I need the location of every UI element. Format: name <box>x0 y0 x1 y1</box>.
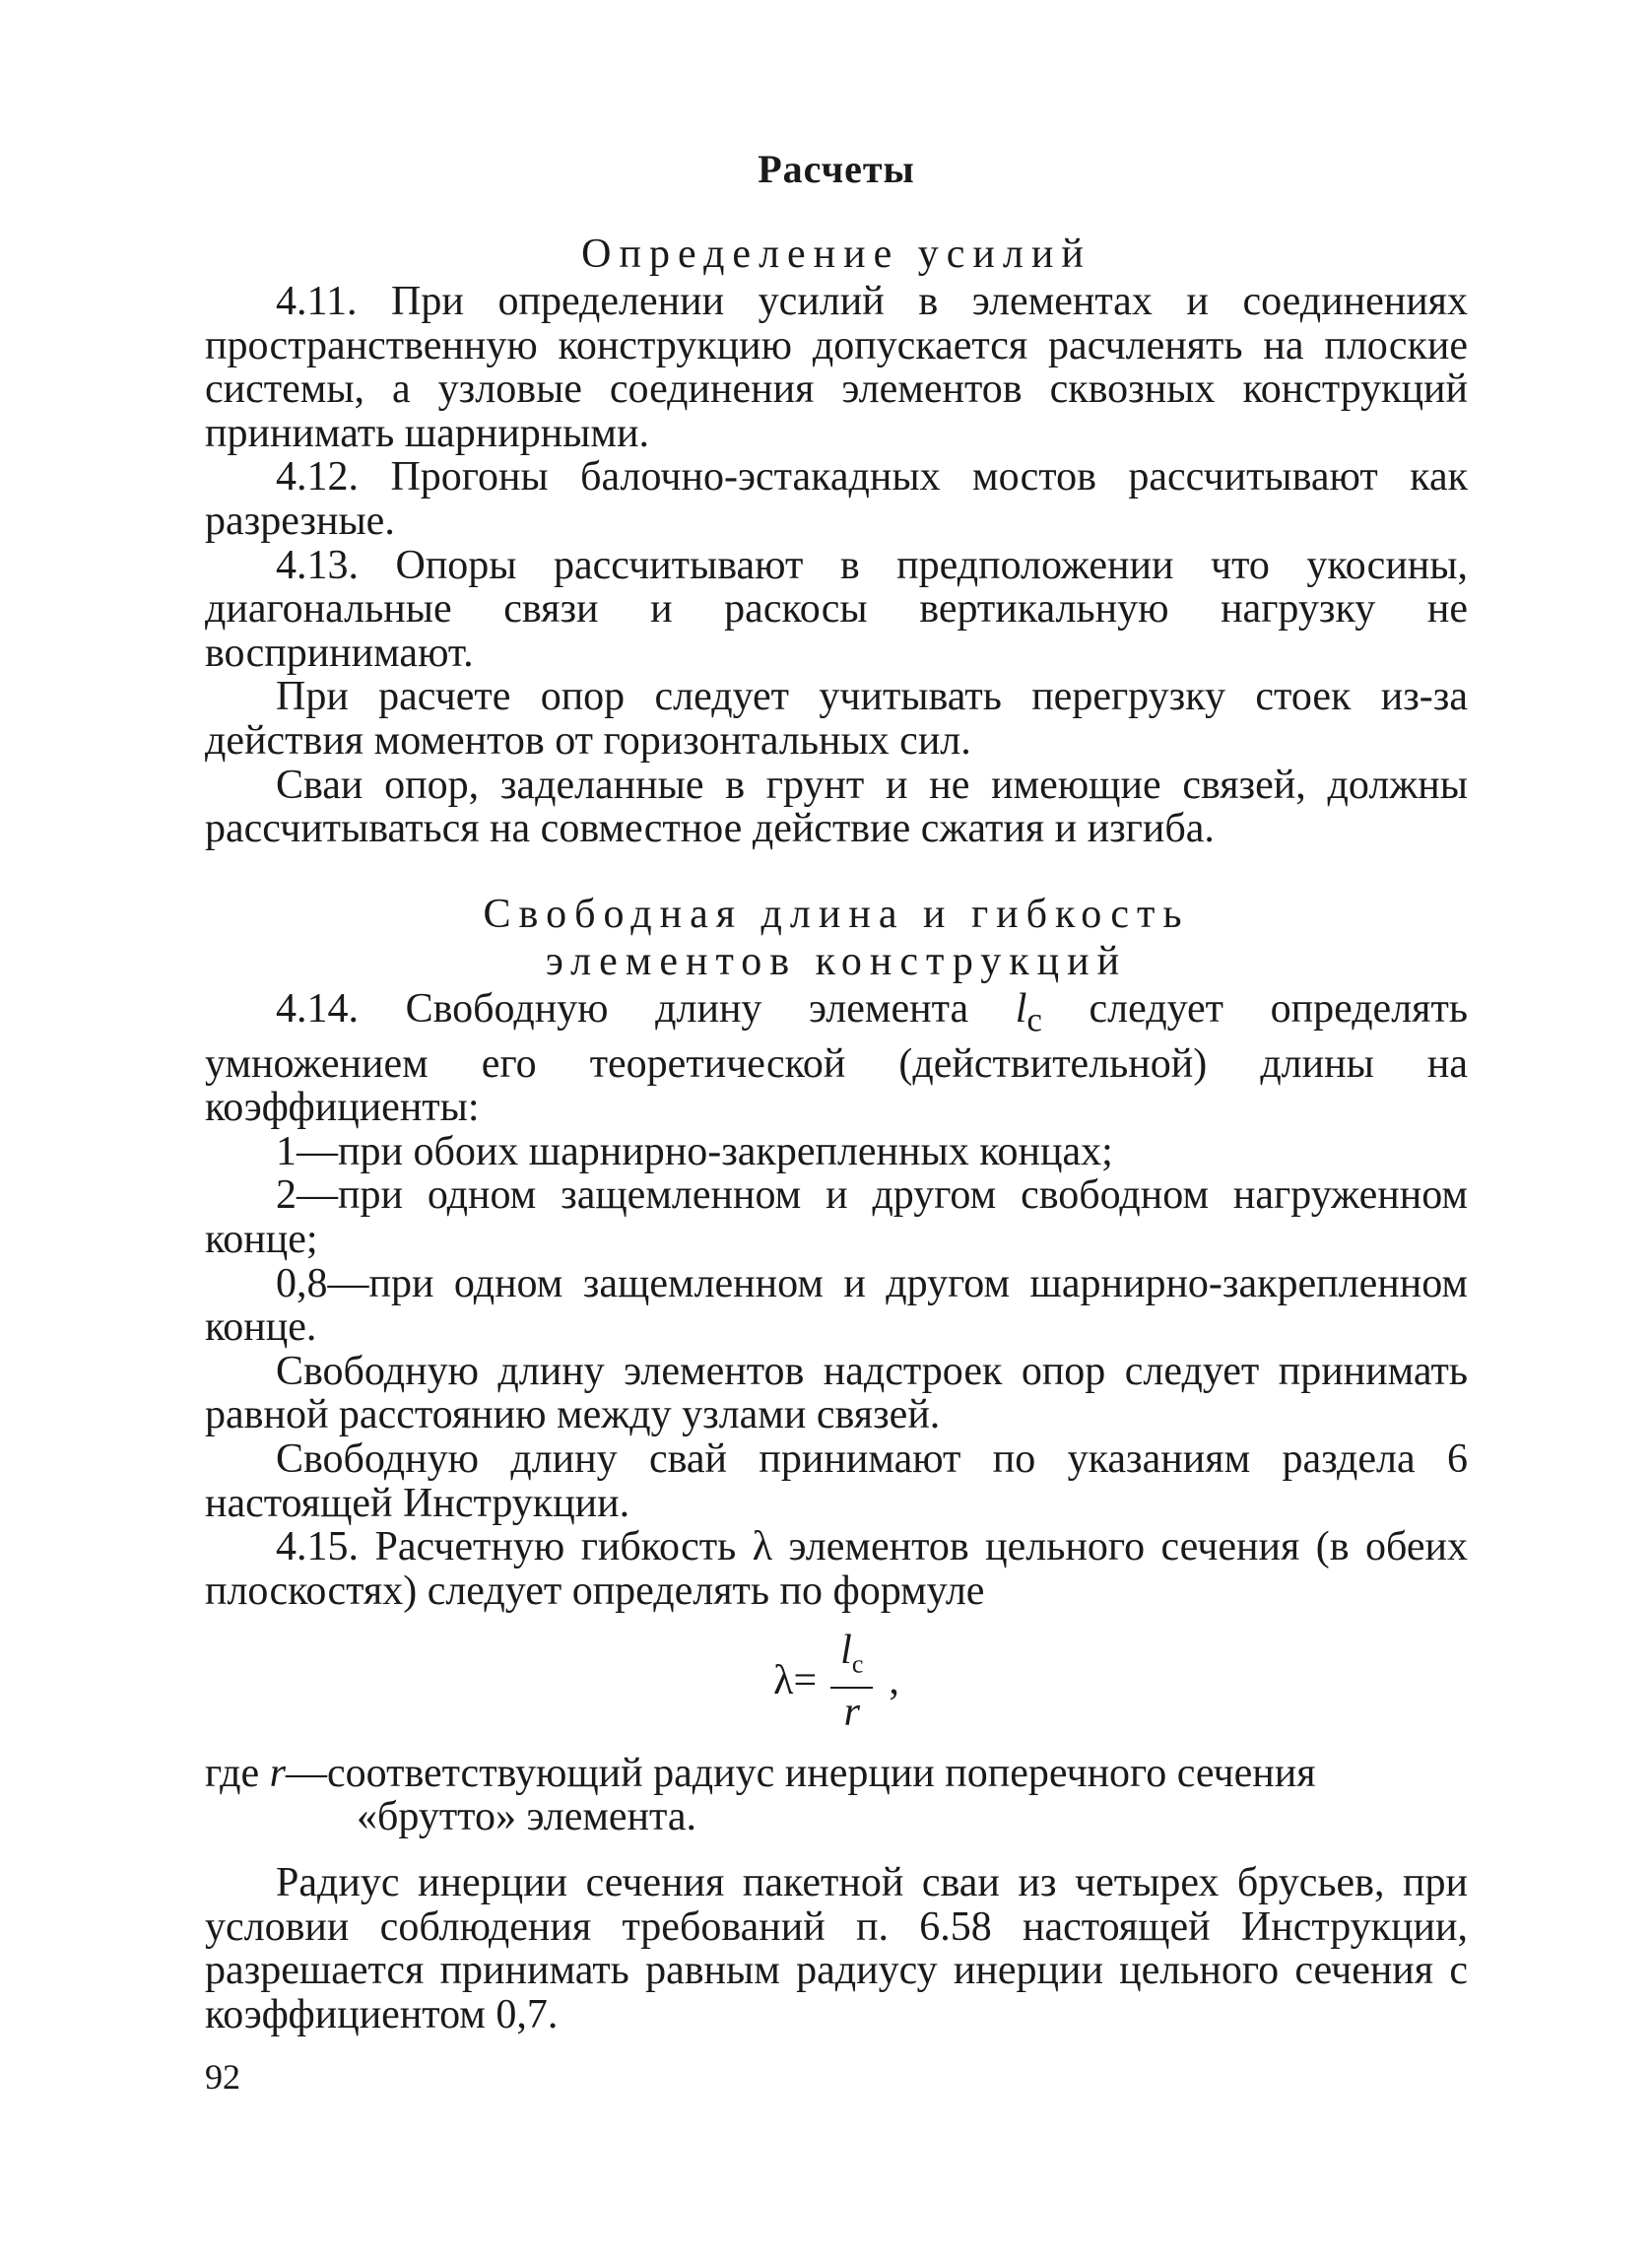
paragraph-superstructure-length: Свободную длину элементов надстроек опор следует принимать равной расстоянию между узлами связей. <box>205 1348 1468 1438</box>
page-content <box>205 138 1468 2036</box>
radius-symbol: r <box>269 1750 287 1796</box>
coefficient-item: 0,8—при одном защемленном и другом шарнирно-закрепленном конце. <box>205 1260 1468 1351</box>
paragraph-4-14-text-a: 4.14. Свободную длину элемента <box>276 985 1016 1032</box>
paragraph-4-14 <box>205 987 1468 1130</box>
formula-numerator-var: l <box>840 1628 852 1674</box>
where-line-1-text: —соответствующий радиус инерции поперечного сечения <box>286 1750 1316 1796</box>
where-clause <box>205 1752 1468 1839</box>
formula-numerator-sub: c <box>851 1649 864 1679</box>
free-length-subscript: c <box>1026 1000 1042 1039</box>
formula-lhs: λ= <box>773 1658 818 1704</box>
paragraph-4-12: 4.12. Прогоны балочно-эстакадных мостов рассчитывают как разрезные. <box>205 454 1468 544</box>
paragraph-4-14-text-b: следует определять умножением его теоретической (действительной) длины на коэффициенты: <box>205 985 1468 1131</box>
where-prefix: где <box>205 1750 270 1796</box>
paragraph-pile-length: Свободную длину свай принимают по указаниям раздела 6 настоящей Инструкции. <box>205 1436 1468 1526</box>
paragraph-piles: Сваи опор, заделанные в грунт и не имеющие связей, должны рассчитываться на совместное действие сжатия и изгиба. <box>205 762 1468 852</box>
formula-numerator <box>830 1628 873 1688</box>
paragraph-4-11: 4.11. При определении усилий в элементах и соединениях пространственную конструкцию допускается расчленять на плоские системы, а узловые соединения элементов сквозных конструкций принимать шарнирными. <box>205 279 1468 456</box>
paragraph-packet-pile-radius: Радиус инерции сечения пакетной сваи из четырех брусьев, при условии соблюдения требований п. 6.58 настоящей Инструкции, разрешается принимать равным радиусу инерции цельного сечения с коэффициентом 0,7. <box>205 1860 1468 2037</box>
page-number: 92 <box>205 2057 240 2097</box>
page-title: Расчеты <box>758 147 915 191</box>
coefficient-item: 2—при одном защемленном и другом свободном нагруженном конце; <box>205 1172 1468 1263</box>
section-heading-forces: Определение усилий <box>581 232 1091 277</box>
paragraph-support-calc: При расчете опор следует учитывать перегрузку стоек из-за действия моментов от горизонтальных сил. <box>205 674 1468 764</box>
formula-fraction <box>830 1628 873 1735</box>
formula-trailing-comma: , <box>889 1658 899 1704</box>
coefficient-item: 1—при обоих шарнирно-закрепленных концах; <box>276 1128 1113 1174</box>
where-line-2: «брутто» элемента. <box>357 1794 697 1840</box>
slenderness-formula <box>205 1628 1468 1735</box>
section-heading-free-length-line2: элементов конструкций <box>545 938 1128 984</box>
where-line-1 <box>205 1752 1468 1796</box>
formula-denominator: r <box>843 1689 860 1735</box>
free-length-symbol: l <box>1015 985 1027 1032</box>
section-heading-free-length-line1: Свободная длина и гибкость <box>483 891 1190 937</box>
paragraph-4-15: 4.15. Расчетную гибкость λ элементов цельного сечения (в обеих плоскостях) следует определять по формуле <box>205 1524 1468 1614</box>
paragraph-4-13: 4.13. Опоры рассчитывают в предположении что укосины, диагональные связи и раскосы вертикальную нагрузку не воспринимают. <box>205 542 1468 676</box>
